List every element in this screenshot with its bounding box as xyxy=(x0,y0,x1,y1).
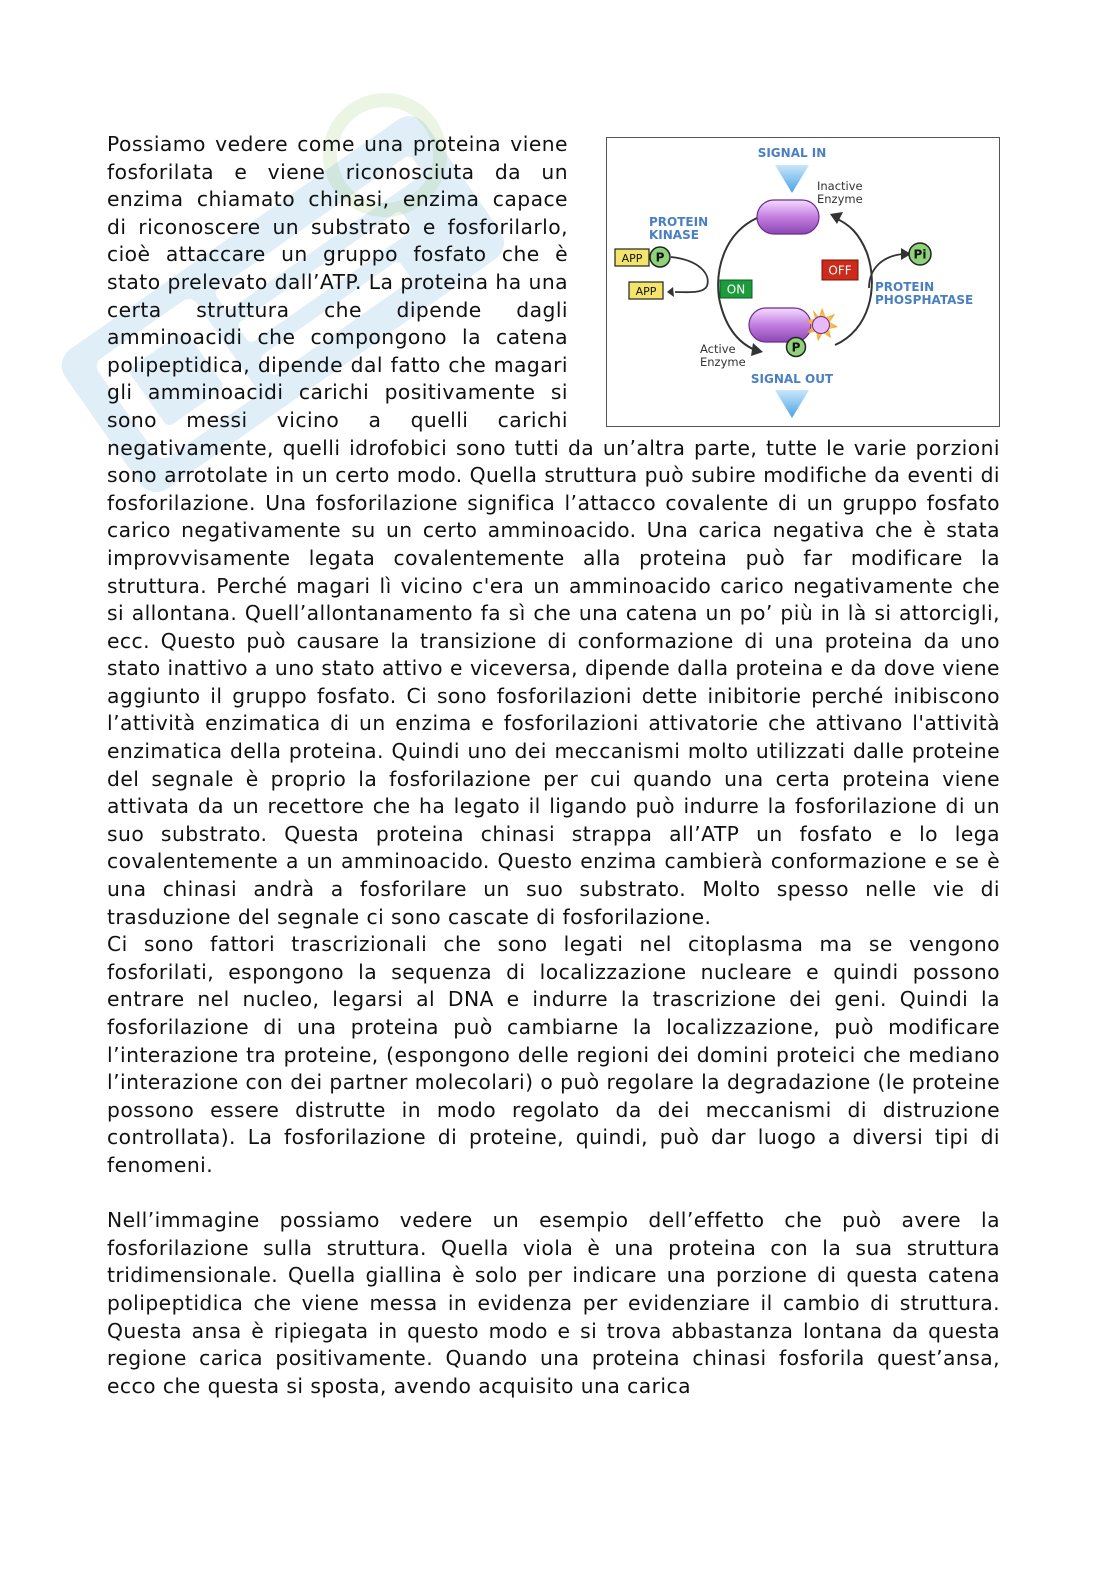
pi-label: Pi xyxy=(913,247,927,262)
inactive-enzyme-label-line2: Enzyme xyxy=(817,192,863,206)
active-site-bulge xyxy=(813,317,830,334)
cycle-left-arrowhead-icon xyxy=(751,343,763,356)
active-enzyme-shape xyxy=(749,308,811,342)
body-paragraph-3: Nell’immagine possiamo vedere un esempio dell’effetto che può avere la fosforilazione sulla struttura. Quella viola è una proteina con la sua struttura tridimensionale. Quella giallina è solo per indicare una porzione di questa catena polipeptidica che viene messa in evidenza per evidenziare il cambio di struttura. Questa ansa è ripiegata in questo modo e si trova abbastanza lontana da questa regione carica positivamente. Quando una proteina chinasi fosforila quest’ansa, ecco che questa si sposta, avendo acquisito una carica xyxy=(107,1208,1000,1398)
phosphorylation-cycle-figure xyxy=(606,137,1000,427)
body-paragraph-2: Ci sono fattori trascrizionali che sono legati nel citoplasma ma se vengono fosforilati, espongono la sequenza di localizzazione nucleare e quindi possono entrare nel nucleo, legarsi al DNA e indurre la trascrizione dei geni. Quindi la fosforilazione di una proteina può cambiarne la localizzazione, può modificare l’interazione tra proteine, (espongono delle regioni dei domini proteici che mediano l’interazione con dei partner molecolari) o può regolare la degradazione (le proteine possono essere distrutte in modo regolato da dei meccanismi di distruzione controllata). La fosforilazione di proteine, quindi, può dar luogo a diversi tipi di fenomeni. xyxy=(107,932,1001,1177)
body-paragraph-1: Possiamo vedere come una proteina viene fosforilata e viene riconosciuta da un enzima chiamato chinasi, enzima capace di riconoscere un substrato e fosforilarlo, cioè attaccare un gruppo fosfato che è stato prelevato dall’ATP. La proteina ha una certa struttura che dipende dagli amminoacidi che compongono la catena polipeptidica, dipende dal fatto che magari gli amminoacidi carichi positivamente si sono messi vicino a quelli carichi negativamente, quelli idrofobici sono tutti da un’altra parte, tutte le varie porzioni sono arrotolate in un certo modo. Quella struttura può subire modifiche da eventi di fosforilazione. Una fosforilazione significa l’attacco covalente di un gruppo fosfato carico negativamente su un certo amminoacido. Una carica negativa che è stata improvvisamente legata covalentemente alla proteina può far modificare la struttura. Perché magari lì vicino c'era un amminoacido carico negativamente che si allontana. Quell’allontanamento fa sì che una catena un po’ più in là si attorcigli, ecc. Questo può causare la transizione di conformazione di una proteina da uno stato inattivo a uno stato attivo e viceversa, dipende dalla proteina e da dove viene aggiunto il gruppo fosfato. Ci sono fosforilazioni dette inibitorie perché inibiscono l’attività enzimatica di un enzima e fosforilazioni attivatorie che attivano l'attività enzimatica della proteina. Quindi uno dei meccanismi molto utilizzati dalle proteine del segnale è proprio la fosforilazione per cui quando una certa proteina viene attivata da un recettore che ha legato il ligando può indurre la fosforilazione di un suo substrato. Questa proteina chinasi strappa all’ATP un fosfato e lo lega covalentemente a un amminoacido. Questo enzima cambierà conformazione e se è una chinasi andrà a fosforilare un suo substrato. Molto spesso nelle vie di trasduzione del segnale ci sono cascate di fosforilazione. xyxy=(107,132,1000,929)
off-label: OFF xyxy=(828,263,852,278)
active-enzyme-label-line2: Enzyme xyxy=(700,355,746,369)
document-page xyxy=(107,131,1000,1400)
adp-label: APP xyxy=(635,285,657,298)
inactive-enzyme-shape xyxy=(757,200,819,234)
signal-in-label: SIGNAL IN xyxy=(757,146,827,160)
on-label: ON xyxy=(726,282,746,297)
phosphate-label-active: P xyxy=(791,340,801,355)
protein-phosphatase-label-line2: PHOSPHATASE xyxy=(875,293,974,307)
inactive-enzyme-label-line1: Inactive xyxy=(817,179,863,193)
atp-label: APP xyxy=(621,252,643,265)
protein-kinase-label-line2: KINASE xyxy=(649,228,699,242)
signal-out-arrow-icon xyxy=(775,390,809,418)
cycle-right-arc xyxy=(835,218,872,345)
protein-kinase-label-line1: PROTEIN xyxy=(649,215,709,229)
protein-phosphatase-label-line1: PROTEIN xyxy=(875,280,935,294)
phosphorylation-cycle-diagram xyxy=(607,138,998,425)
active-enzyme-label-line1: Active xyxy=(700,342,736,356)
kinase-exchange-arrow xyxy=(671,257,708,292)
signal-out-label: SIGNAL OUT xyxy=(750,372,834,386)
adp-arrowhead-icon xyxy=(667,287,674,297)
signal-in-arrow-icon xyxy=(775,165,809,193)
cycle-right-arrowhead-icon xyxy=(830,212,843,224)
phosphate-label-atp: P xyxy=(655,250,665,265)
